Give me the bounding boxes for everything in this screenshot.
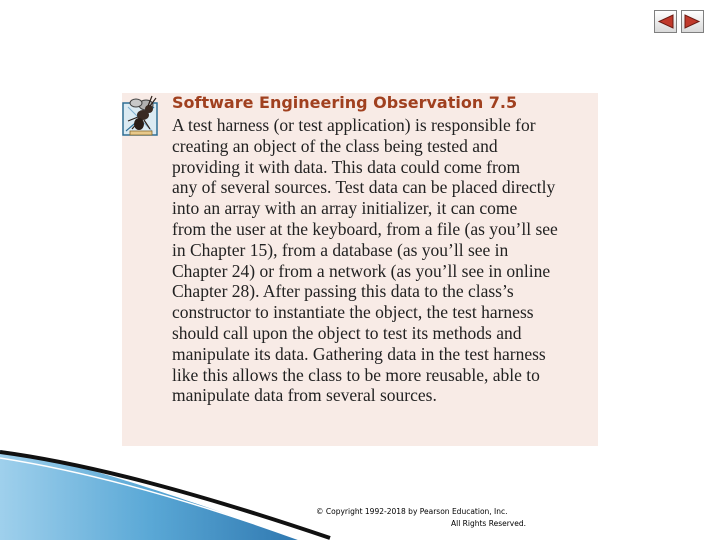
triangle-right-icon [684, 14, 701, 29]
ant-mascot-icon [122, 93, 160, 137]
observation-line: Chapter 28). After passing this data to the class’s [172, 281, 514, 302]
observation-line: A test harness (or test application) is responsible for [172, 115, 536, 135]
observation-line: creating an object of the class being tested and [172, 135, 498, 156]
observation-line: manipulate its data. Gathering data in the test harness [172, 343, 546, 364]
slide-navigation [654, 10, 704, 33]
rights-reserved-line: All Rights Reserved. [450, 519, 526, 528]
observation-body [172, 115, 596, 406]
observation-line: any of several sources. Test data can be placed directly [172, 177, 556, 198]
observation-line: into an array with an array initializer, it can come [172, 198, 518, 219]
next-slide-button[interactable] [681, 10, 704, 33]
observation-line: providing it with data. This data could come from [172, 156, 521, 177]
observation-line: manipulate data from several sources. [172, 385, 437, 406]
previous-slide-button[interactable] [654, 10, 677, 33]
observation-line: from the user at the keyboard, from a file (as you’ll see [172, 218, 558, 239]
copyright-notice [300, 506, 526, 530]
observation-line: constructor to instantiate the object, the test harness [172, 302, 534, 323]
observation-line: should call upon the object to test its methods and [172, 322, 522, 343]
observation-line: Chapter 24) or from a network (as you’ll see in online [172, 260, 551, 281]
copyright-line: © Copyright 1992-2018 by Pearson Education, Inc. [316, 507, 508, 516]
observation-box [122, 93, 598, 446]
triangle-left-icon [657, 14, 674, 29]
observation-line: like this allows the class to be more reusable, able to [172, 364, 540, 385]
observation-line: in Chapter 15), from a database (as you’ll see in [172, 239, 509, 260]
observation-title: Software Engineering Observation 7.5 [172, 93, 518, 112]
